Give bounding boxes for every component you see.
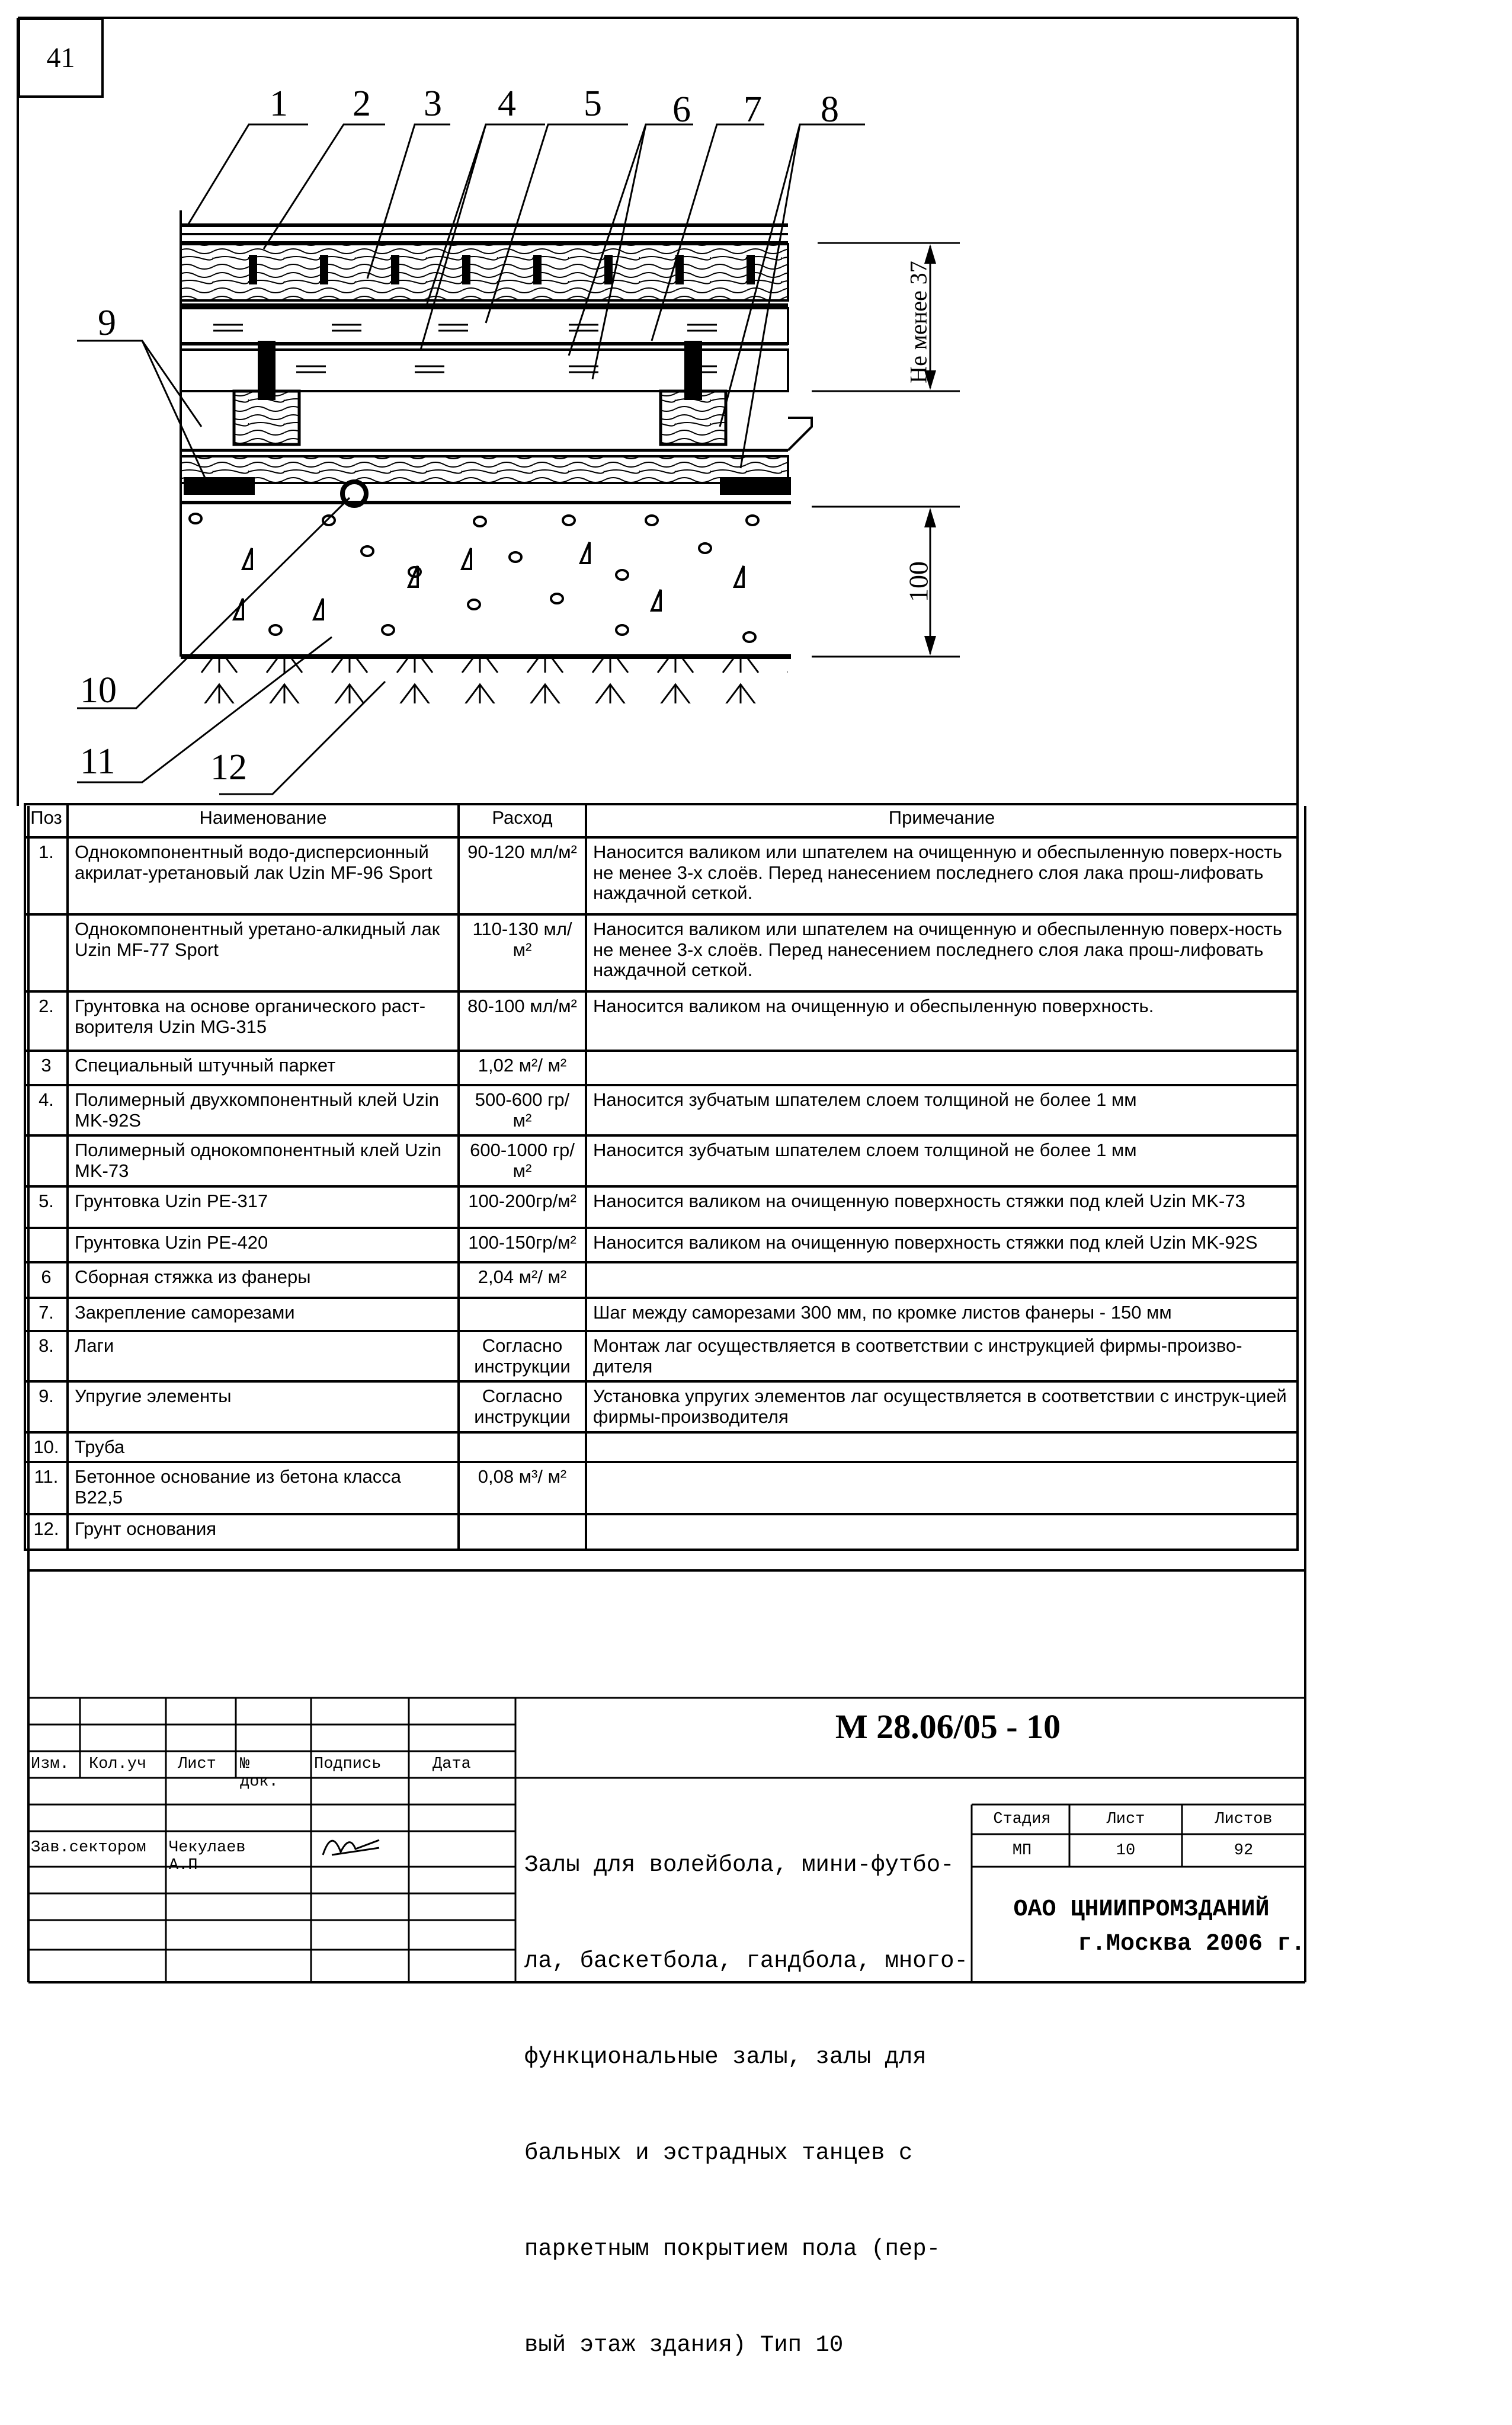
- table-row: [25, 1228, 1298, 1262]
- table-row: [25, 1262, 1298, 1298]
- stage-label: Стадия: [993, 1810, 1051, 1828]
- sheet-label: Лист: [1106, 1810, 1145, 1828]
- stage-value: МП: [1012, 1842, 1032, 1860]
- row-pos: 7.: [25, 1298, 68, 1331]
- signature: [323, 1840, 379, 1855]
- row-pos: 12.: [25, 1514, 68, 1550]
- callout-8: 8: [821, 89, 839, 130]
- callout-3: 3: [424, 84, 442, 124]
- row-name: Лаги: [68, 1331, 459, 1381]
- row-pos: [25, 914, 68, 991]
- col-doc-number: № док.: [240, 1755, 278, 1791]
- callout-6: 6: [672, 89, 691, 130]
- row-pos: 1.: [25, 837, 68, 914]
- role-label: Зав.сектором: [31, 1839, 146, 1857]
- callout-9: 9: [98, 303, 116, 343]
- row-rate: 110-130 мл/м²: [459, 914, 586, 991]
- row-name: Специальный штучный паркет: [68, 1051, 459, 1085]
- header-name: Наименование: [68, 804, 459, 837]
- row-note: Наносится валиком или шпателем на очищенную и обеспыленную поверх-ность не менее 3-х слоёв. Перед нанесением последнего слоя лака прош-лифовать наждачной сеткой.: [586, 837, 1298, 914]
- row-pos: 3: [25, 1051, 68, 1085]
- description-line: функциональные залы, залы для: [524, 2044, 927, 2070]
- table-row: [25, 1331, 1298, 1381]
- specification-table: [24, 803, 1299, 1551]
- row-pos: 11.: [25, 1462, 68, 1514]
- row-pos: 9.: [25, 1381, 68, 1432]
- row-rate: Согласно инструкции: [459, 1331, 586, 1381]
- row-pos: 6: [25, 1262, 68, 1298]
- description-line: Залы для волейбола, мини-футбо-: [524, 1852, 954, 1878]
- row-note: [586, 1514, 1298, 1550]
- table-row: [25, 1186, 1298, 1228]
- row-note: [586, 1462, 1298, 1514]
- description-line: бальных и эстрадных танцев с: [524, 2140, 913, 2166]
- row-rate: 90-120 мл/м²: [459, 837, 586, 914]
- row-pos: 10.: [25, 1432, 68, 1463]
- row-note: Наносится зубчатым шпателем слоем толщиной не более 1 мм: [586, 1085, 1298, 1135]
- table-row: [25, 1051, 1298, 1085]
- col-kol-uch: Кол.уч: [89, 1755, 147, 1773]
- row-name: Полимерный однокомпонентный клей Uzin MK-73: [68, 1135, 459, 1186]
- row-pos: 4.: [25, 1085, 68, 1135]
- row-name: Закрепление саморезами: [68, 1298, 459, 1331]
- organization-name: ОАО ЦНИИПРОМЗДАНИЙ: [1013, 1896, 1270, 1923]
- row-name: Упругие элементы: [68, 1381, 459, 1432]
- row-rate: 1,02 м²/ м²: [459, 1051, 586, 1085]
- row-rate: [459, 1432, 586, 1463]
- dimension-min-37: Не менее 37: [905, 261, 932, 383]
- row-pos: 8.: [25, 1331, 68, 1381]
- table-row: [25, 914, 1298, 991]
- sheets-label: Листов: [1215, 1810, 1273, 1828]
- header-note: Примечание: [586, 804, 1298, 837]
- row-pos: [25, 1228, 68, 1262]
- header-rate: Расход: [459, 804, 586, 837]
- row-name: Грунт основания: [68, 1514, 459, 1550]
- sheet-value: 10: [1116, 1842, 1136, 1860]
- organization-city-year: г.Москва 2006 г.: [1077, 1931, 1305, 1957]
- row-note: [586, 1432, 1298, 1463]
- row-name: Однокомпонентный уретано-алкидный лак Uzin MF-77 Sport: [68, 914, 459, 991]
- callout-1: 1: [270, 84, 288, 124]
- table-row: [25, 1298, 1298, 1331]
- callout-5: 5: [584, 84, 602, 124]
- table-row: [25, 1432, 1298, 1463]
- row-rate: 500-600 гр/м²: [459, 1085, 586, 1135]
- row-name: Грунтовка Uzin PE-420: [68, 1228, 459, 1262]
- description-line: паркетным покрытием пола (пер-: [524, 2236, 941, 2262]
- row-note: Монтаж лаг осуществляется в соответствии с инструкцией фирмы-произво-дителя: [586, 1331, 1298, 1381]
- row-name: Однокомпонентный водо-дисперсионный акрилат-уретановый лак Uzin MF-96 Sport: [68, 837, 459, 914]
- row-name: Грунтовка на основе органического раст-ворителя Uzin MG-315: [68, 991, 459, 1051]
- table-row: [25, 1462, 1298, 1514]
- row-note: Наносится валиком на очищенную и обеспыленную поверхность.: [586, 991, 1298, 1051]
- table-row: [25, 991, 1298, 1051]
- row-rate: 100-200гр/м²: [459, 1186, 586, 1228]
- row-rate: [459, 1514, 586, 1550]
- callout-4: 4: [498, 84, 516, 124]
- sheet-number-box: [18, 18, 104, 98]
- table-row: [25, 837, 1298, 914]
- row-name: Грунтовка Uzin PE-317: [68, 1186, 459, 1228]
- col-izm: Изм.: [31, 1755, 69, 1773]
- col-list: Лист: [178, 1755, 216, 1773]
- row-rate: 100-150гр/м²: [459, 1228, 586, 1262]
- sheets-value: 92: [1234, 1842, 1254, 1860]
- table-row: [25, 1381, 1298, 1432]
- callout-12: 12: [210, 747, 247, 788]
- row-rate: 0,08 м³/ м²: [459, 1462, 586, 1514]
- sheet-number: 41: [46, 42, 75, 73]
- row-pos: [25, 1135, 68, 1186]
- table-row: [25, 1135, 1298, 1186]
- row-note: Установка упругих элементов лаг осуществляется в соответствии с инструк-цией фирмы-производителя: [586, 1381, 1298, 1432]
- row-name: Бетонное основание из бетона класса В22,5: [68, 1462, 459, 1514]
- row-name: Труба: [68, 1432, 459, 1463]
- callout-11: 11: [80, 741, 116, 782]
- callout-10: 10: [80, 670, 117, 711]
- row-note: Наносится валиком на очищенную поверхность стяжки под клей Uzin MK-92S: [586, 1228, 1298, 1262]
- row-pos: 2.: [25, 991, 68, 1051]
- row-rate: Согласно инструкции: [459, 1381, 586, 1432]
- row-pos: 5.: [25, 1186, 68, 1228]
- row-note: Наносится валиком или шпателем на очищенную и обеспыленную поверх-ность не менее 3-х слоёв. Перед нанесением последнего слоя лака прош-лифовать наждачной сеткой.: [586, 914, 1298, 991]
- row-name: Полимерный двухкомпонентный клей Uzin MK-92S: [68, 1085, 459, 1135]
- row-rate: [459, 1298, 586, 1331]
- dimension-100: 100: [903, 561, 934, 602]
- col-signature: Подпись: [314, 1755, 382, 1773]
- table-row: [25, 1085, 1298, 1135]
- document-code: М 28.06/05 - 10: [835, 1707, 1061, 1746]
- row-note: Наносится зубчатым шпателем слоем толщиной не более 1 мм: [586, 1135, 1298, 1186]
- sheet-description: [524, 1785, 968, 2425]
- person-name: Чекулаев А.П: [169, 1839, 246, 1874]
- row-note: Наносится валиком на очищенную поверхность стяжки под клей Uzin MK-73: [586, 1186, 1298, 1228]
- row-rate: 80-100 мл/м²: [459, 991, 586, 1051]
- row-name: Сборная стяжка из фанеры: [68, 1262, 459, 1298]
- callout-7: 7: [744, 89, 762, 130]
- callout-2: 2: [353, 84, 371, 124]
- row-rate: 600-1000 гр/м²: [459, 1135, 586, 1186]
- row-note: [586, 1051, 1298, 1085]
- col-date: Дата: [433, 1755, 471, 1773]
- row-rate: 2,04 м²/ м²: [459, 1262, 586, 1298]
- row-note: Шаг между саморезами 300 мм, по кромке листов фанеры - 150 мм: [586, 1298, 1298, 1331]
- table-row: [25, 1514, 1298, 1550]
- description-line: вый этаж здания) Тип 10: [524, 2332, 844, 2358]
- header-pos: Поз: [25, 804, 68, 837]
- table-header-row: [25, 804, 1298, 837]
- description-line: ла, баскетбола, гандбола, много-: [524, 1948, 968, 1974]
- row-note: [586, 1262, 1298, 1298]
